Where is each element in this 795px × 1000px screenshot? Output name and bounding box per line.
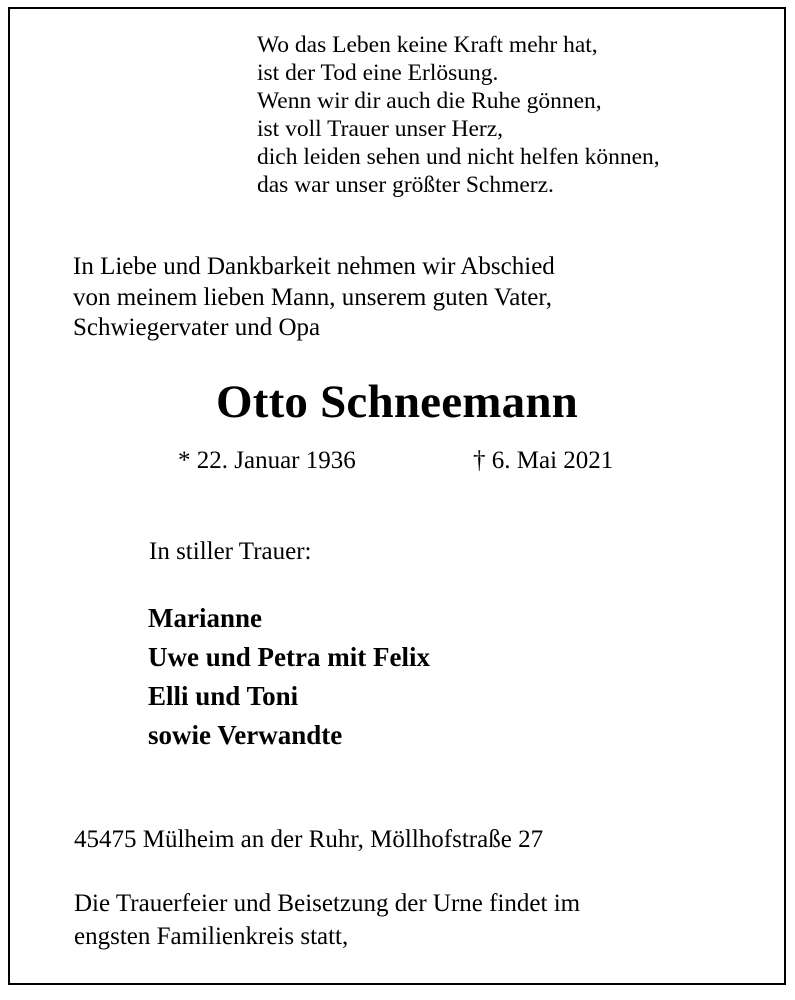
ceremony-line-1: Die Trauerfeier und Beisetzung der Urne findet im [74, 890, 581, 917]
notice-border-frame [8, 7, 786, 985]
ceremony-note [74, 887, 580, 953]
verse-line-5: dich leiden sehen und nicht helfen können, [257, 144, 660, 170]
dedication-line-1: In Liebe und Dankbarkeit nehmen wir Abschied [73, 253, 555, 280]
verse-line-3: Wenn wir dir auch die Ruhe gönnen, [257, 88, 602, 114]
verse-line-1: Wo das Leben keine Kraft mehr hat, [257, 32, 598, 58]
birth-date: * 22. Januar 1936 [178, 447, 356, 474]
mourner-line-2: Uwe und Petra mit Felix [148, 642, 430, 672]
verse-line-4: ist voll Trauer unser Herz, [257, 116, 504, 142]
mourner-line-4: sowie Verwandte [148, 720, 343, 750]
verse-line-2: ist der Tod eine Erlösung. [257, 60, 499, 86]
death-date: † 6. Mai 2021 [473, 447, 614, 474]
life-dates [178, 446, 658, 476]
dedication-line-2: von meinem lieben Mann, unserem guten Vater, [73, 283, 552, 311]
verse-line-6: das war unser größter Schmerz. [257, 172, 554, 198]
memorial-verse [257, 31, 660, 199]
mourners-list [148, 599, 430, 755]
ceremony-line-2: engsten Familienkreis statt, [74, 923, 349, 950]
mourner-line-1: Marianne [148, 603, 262, 633]
mourner-line-3: Elli und Toni [148, 681, 299, 711]
dedication-text [73, 252, 555, 344]
deceased-name: Otto Schneemann [215, 376, 579, 428]
notice-content [10, 9, 784, 983]
family-address: 45475 Mülheim an der Ruhr, Möllhofstraße 27 [74, 826, 544, 853]
mourning-label: In stiller Trauer: [149, 538, 312, 565]
dedication-line-3: Schwiegervater und Opa [73, 314, 321, 341]
